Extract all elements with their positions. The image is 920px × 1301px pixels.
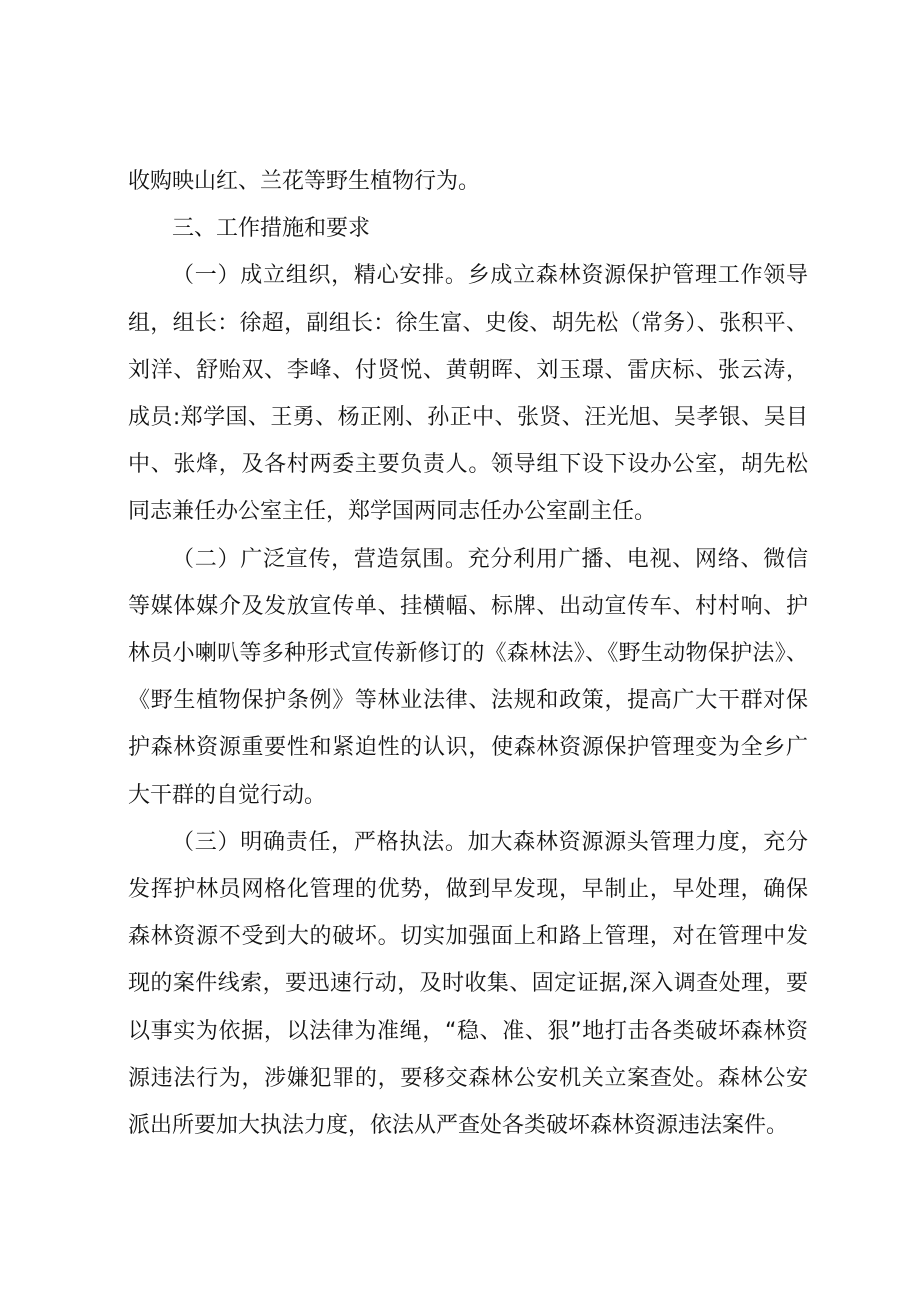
- paragraph-enforcement: （三）明确责任，严格执法。加大森林资源源头管理力度，充分发挥护林员网格化管理的优势，做到早发现，早制止，早处理，确保森林资源不受到大的破坏。切实加强面上和路上管理，对在管理中发现的案件线索，要迅速行动，及时收集、固定证据,深入调查处理，要以事实为依据，以法律为准绳，“稳、准、狠”地打击各类破坏森林资源违法行为，涉嫌犯罪的，要移交森林公安机关立案查处。森林公安派出所要加大执法力度，依法从严查处各类破坏森林资源违法案件。: [128, 829, 808, 1139]
- paragraph-organization: （一）成立组织，精心安排。乡成立森林资源保护管理工作领导组，组长：徐超，副组长：徐生富、史俊、胡先松（常务）、张积平、刘洋、舒贻双、李峰、付贤悦、黄朝晖、刘玉璟、雷庆标、张云涛，成员:郑学国、王勇、杨正刚、孙正中、张贤、汪光旭、吴孝银、吴目中、张烽，及各村两委主要负责人。领导组下设下设办公室，胡先松同志兼任办公室主任，郑学国两同志任办公室副主任。: [128, 263, 808, 525]
- body-text: [128, 158, 808, 1149]
- paragraph-publicity: （二）广泛宣传，营造氛围。充分利用广播、电视、网络、微信等媒体媒介及发放宣传单、挂横幅、标牌、出动宣传车、村村响、护林员小喇叭等多种形式宣传新修订的《森林法》、《野生动物保护法》、《野生植物保护条例》等林业法律、法规和政策，提高广大干群对保护森林资源重要性和紧迫性的认识，使森林资源保护管理变为全乡广大干群的自觉行动。: [128, 546, 808, 808]
- continuation-paragraph: 收购映山红、兰花等野生植物行为。: [128, 169, 481, 194]
- section-heading: 三、工作措施和要求: [172, 216, 371, 242]
